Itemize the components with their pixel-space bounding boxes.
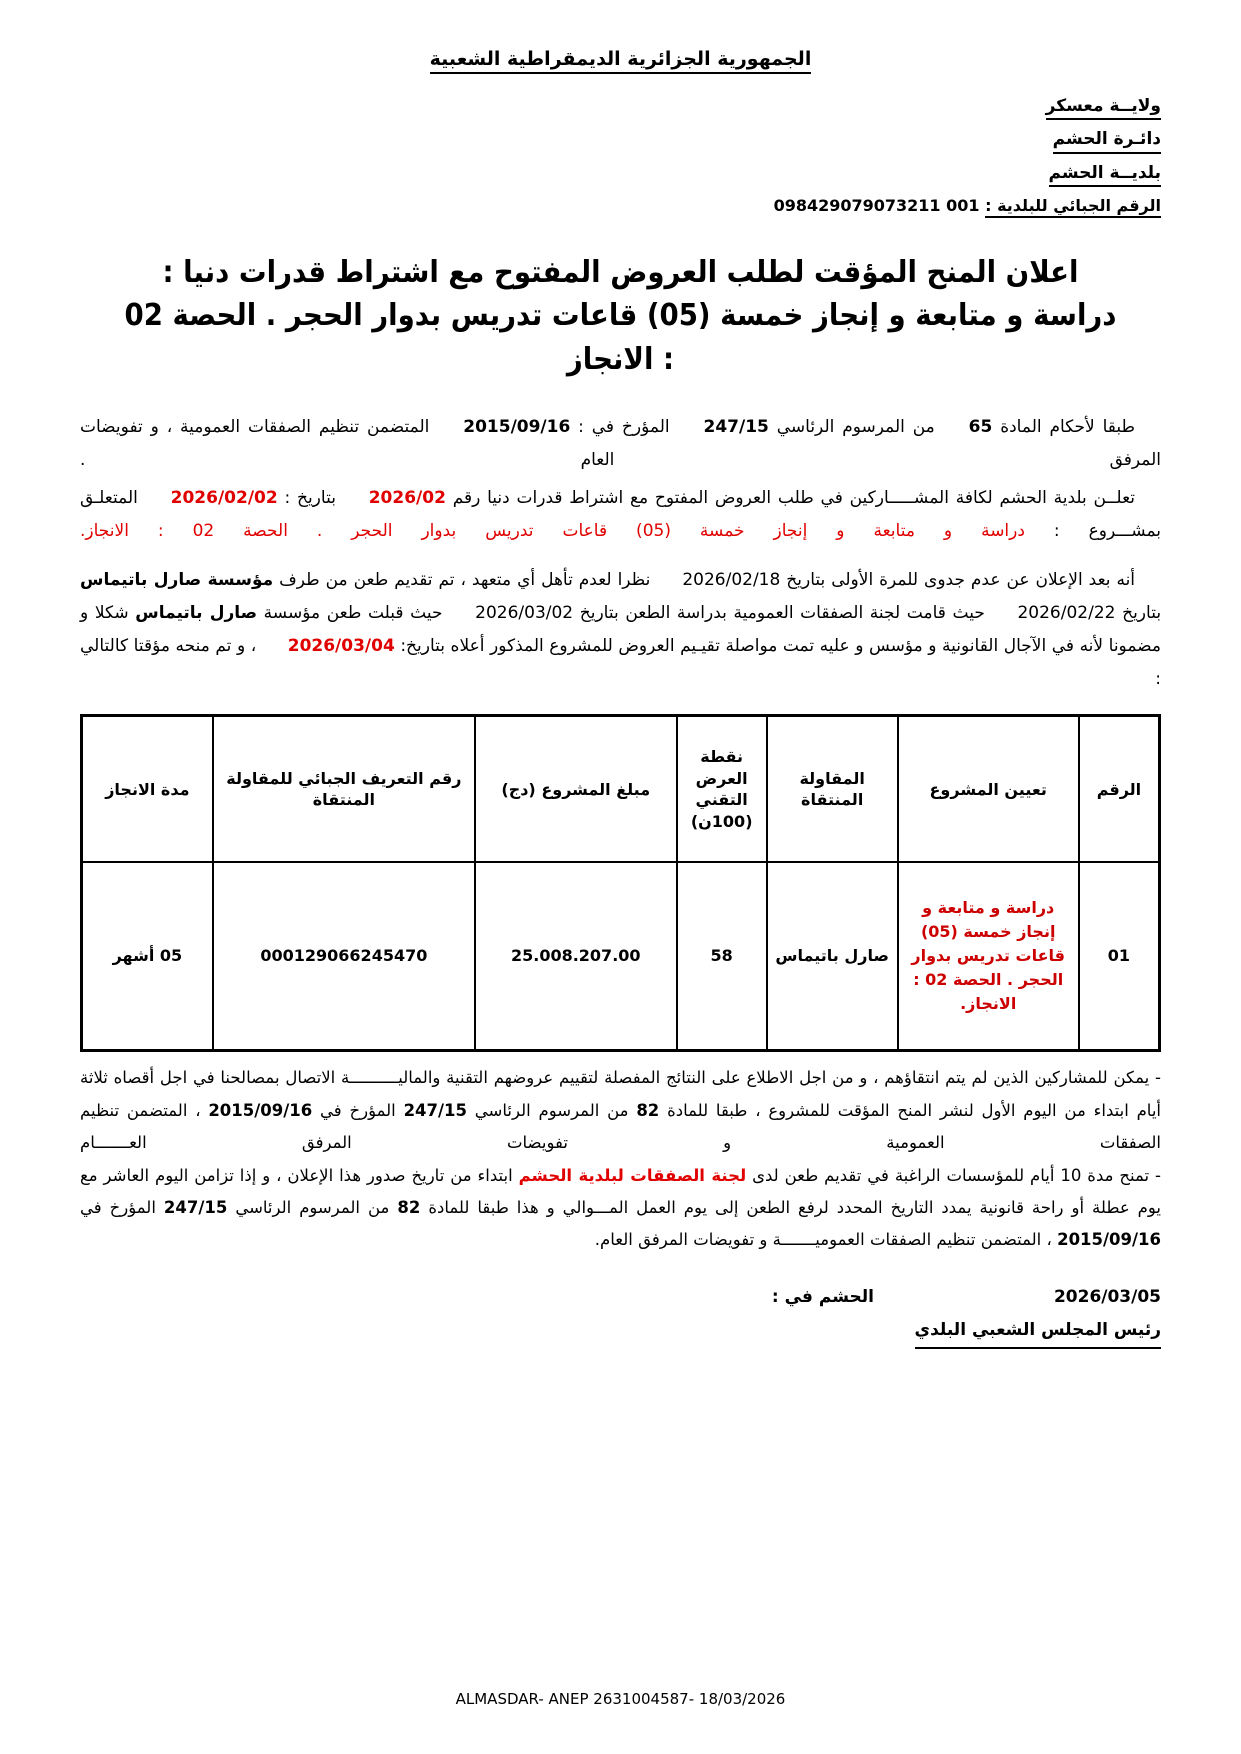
wilaya-line — [80, 96, 1161, 120]
p2-tender-date: 2026/02/02 — [170, 487, 278, 508]
note2-article: 82 — [397, 1198, 421, 1218]
award-table — [80, 714, 1161, 1052]
note2-decree: 247/15 — [163, 1198, 228, 1218]
signature-date: 2026/03/05 — [1053, 1287, 1161, 1308]
republic-heading-text: الجمهورية الجزائرية الديمقراطية الشعبية — [430, 48, 812, 74]
p1-article-number: 65 — [968, 417, 993, 438]
note2-text-e: ، المتضمن تنظيم الصفقات العموميـــــــة و تفويضات المرفق العام. — [594, 1230, 1052, 1250]
title-line-2: دراسة و متابعة و إنجاز خمسة (05) قاعات تدريس بدوار الحجر . الحصة 02 : الانجاز — [124, 298, 1117, 377]
p3-date-review: 2026/03/02 — [475, 602, 574, 623]
note1-text-c: المؤرخ في — [320, 1100, 396, 1120]
republic-heading — [80, 48, 1161, 70]
note2-committee-name: لجنة الصفقات لبلدية الحشم — [518, 1165, 747, 1185]
award-table-head — [82, 716, 1160, 863]
p3-text-e: حيث قبلت طعن مؤسسة — [263, 602, 443, 623]
table-header-row — [82, 716, 1160, 863]
paragraph-spacer — [80, 552, 1161, 564]
th-number: الرقم — [1079, 716, 1160, 863]
anep-footer: ALMASDAR- ANEP 2631004587- 18/03/2026 — [455, 1690, 786, 1708]
p1-text-c: المؤرخ في : — [578, 417, 670, 438]
note1-text-a: - يمكن للمشاركين الذين لم يتم انتقاؤهم ، و من اجل الاطلاع على النتائج المفصلة لتقييم عروضهم التقنية والماليــــــــــة الاتصال بمصالحنا في اجل أقصاه ثلاثة أيام ابتداء من اليوم الأول لنشر المنح المؤقت للمشروع ، طبقا للمادة — [80, 1068, 1161, 1120]
paragraph-appeal-history — [80, 564, 1161, 697]
note-appeal-window — [80, 1160, 1161, 1257]
th-company: المقاولة المنتقاة — [767, 716, 898, 863]
note2-text-a: - تمنح مدة 10 أيام للمؤسسات الراغبة في تقديم طعن لدى — [752, 1165, 1161, 1185]
th-technical-score: نقطة العرض التقني (100ن) — [677, 716, 767, 863]
paragraph-legal-basis — [80, 411, 1161, 477]
baladia-label: بلديــة الحشم — [1049, 163, 1161, 187]
p3-text-b: نظرا لعدم تأهل أي متعهد ، تم تقديم طعن من طرف — [279, 569, 651, 590]
fiscal-number-value: 098429079073211 001 — [773, 195, 980, 215]
organisation-block — [80, 96, 1161, 215]
notes-section — [80, 1062, 1161, 1256]
p1-decree-number: 247/15 — [703, 417, 769, 438]
note2-text-b: ابتداء من تاريخ صدور هذا الإعلان ، و إذا تزامن اليوم العاشر مع يوم عطلة أو راحة قانونية يمدد التاريخ المحدد لرفع الطعن إلى يوم العمل المـــوالي و هذا طبقا للمادة — [80, 1165, 1162, 1218]
cell-fiscal-id: 000129066245470 — [213, 862, 475, 1051]
note1-article: 82 — [636, 1100, 660, 1120]
paragraph-announcement — [80, 482, 1161, 548]
note-information-access — [80, 1062, 1161, 1159]
document-body — [80, 40, 1161, 1349]
wilaya-label: ولايــة معسكر — [1046, 96, 1161, 120]
cell-duration: 05 أشهر — [82, 862, 213, 1051]
p3-text-f: شكلا و مضمونا لأنه في الآجال القانونية و مؤسس و عليه تمت مواصلة تقيـيم العروض للمشروع المذكور أعلاه بتاريخ: — [80, 602, 1162, 657]
cell-technical-score: 58 — [677, 862, 767, 1051]
p1-decree-date: 2015/09/16 — [463, 417, 571, 438]
cell-amount: 25.008.207.00 — [475, 862, 677, 1051]
p2-project-designation: دراسة و متابعة و إنجاز خمسة (05) قاعات تدريس بدوار الحجر . الحصة 02 : الانجاز. — [80, 520, 1025, 541]
p3-text-g: ، و تم منحه مؤقتا كالتالي : — [80, 636, 1161, 690]
cell-company: صارل باتيماس — [767, 862, 898, 1051]
fiscal-number-line — [80, 196, 1161, 215]
table-row — [82, 862, 1160, 1051]
p3-text-c: بتاريخ — [1122, 602, 1162, 623]
p1-text-a: طبقا لأحكام المادة — [1000, 417, 1136, 438]
note1-text-b: من المرسوم الرئاسي — [474, 1100, 629, 1120]
signature-block — [80, 1282, 1161, 1348]
title-line-1: اعلان المنح المؤقت لطلب العروض المفتوح مع اشتراط قدرات دنيا : — [162, 254, 1079, 290]
note1-decree-date: 2015/09/16 — [208, 1100, 313, 1120]
baladia-line — [80, 163, 1161, 187]
signature-place: الحشم في : — [771, 1287, 874, 1308]
p3-firm-name-repeat: صارل باتيماس — [135, 602, 258, 623]
th-project: تعيين المشروع — [898, 716, 1079, 863]
th-amount: مبلغ المشروع (دج) — [475, 716, 677, 863]
cell-project: دراسة و متابعة و إنجاز خمسة (05) قاعات تدريس بدوار الحجر . الحصة 02 : الانجاز. — [898, 862, 1079, 1051]
note2-text-c: من المرسوم الرئاسي — [235, 1198, 390, 1218]
signature-place-date-row — [80, 1282, 1161, 1313]
note1-text-d: ، المتضمن تنظيم الصفقات العمومية و تفويضات المرفق العـــــــام — [80, 1100, 1161, 1152]
signature-role: رئيس المجلس الشعبي البلدي — [915, 1315, 1161, 1349]
p3-appealing-firm: مؤسسة صارل باتيماس — [80, 569, 274, 590]
p1-text-b: من المرسوم الرئاسي — [776, 417, 935, 438]
daira-line — [80, 129, 1161, 153]
p2-text-b: بتاريخ : — [284, 487, 336, 508]
p3-text-a: أنه بعد الإعلان عن عدم جدوى للمرة الأولى بتاريخ — [786, 569, 1136, 590]
note2-text-d: المؤرخ في — [80, 1198, 156, 1218]
p3-text-d: حيث قامت لجنة الصفقات العمومية بدراسة الطعن بتاريخ — [579, 602, 985, 623]
p3-date-appeal: 2026/02/22 — [1017, 602, 1116, 623]
p1-text-d: المتضمن تنظيم الصفقات العمومية ، و تفويضات المرفق العام . — [80, 417, 1161, 471]
th-duration: مدة الانجاز — [82, 716, 213, 863]
note1-decree: 247/15 — [403, 1100, 467, 1120]
p3-date-first-failure: 2026/02/18 — [682, 569, 781, 590]
daira-label: دائـرة الحشم — [1053, 129, 1161, 153]
cell-number: 01 — [1079, 862, 1160, 1051]
announcement-title — [80, 251, 1161, 382]
p2-tender-number: 2026/02 — [368, 487, 446, 508]
p2-text-a: تعلــن بلدية الحشم لكافة المشـــــاركين في طلب العروض المفتوح مع اشتراط قدرات دنيا رقم — [452, 487, 1135, 508]
p2-text-c: المتعلـق بمشـــروع : — [80, 487, 1161, 541]
note2-decree-date: 2015/09/16 — [1057, 1230, 1161, 1250]
fiscal-number-label: الرقم الجبائي للبلدية : — [985, 196, 1161, 218]
award-table-body — [82, 862, 1160, 1051]
p3-date-evaluation: 2026/03/04 — [287, 636, 395, 657]
th-fiscal-id: رقم التعريف الجبائي للمقاولة المنتقاة — [213, 716, 475, 863]
